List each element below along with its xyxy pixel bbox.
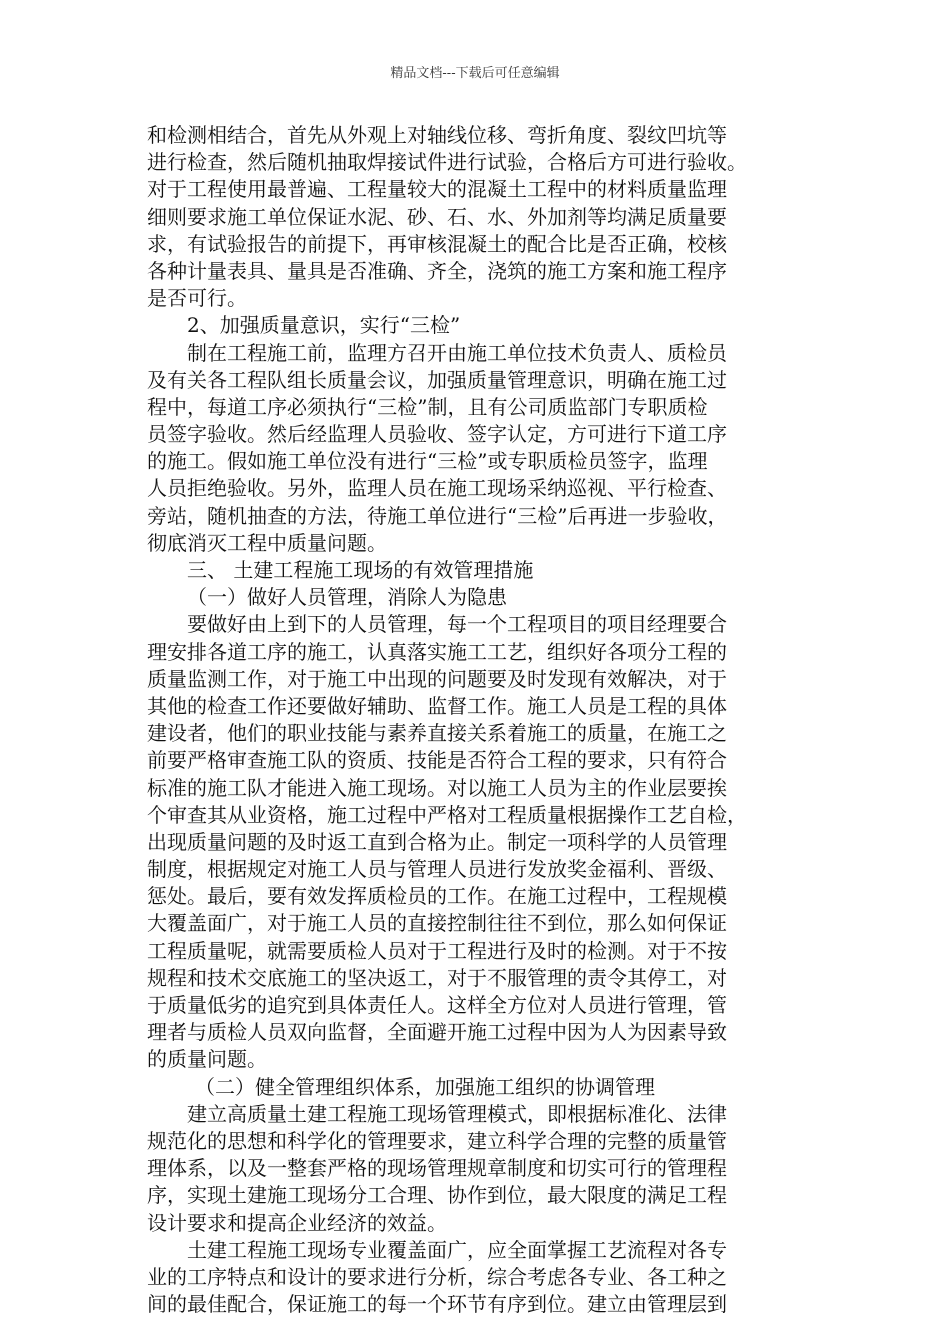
text-line: 间的最佳配合，保证施工的每一个环节有序到位。建立由管理层到 — [147, 1292, 727, 1317]
text-line: 前要严格审查施工队的资质、技能是否符合工程的要求，只有符合 — [147, 748, 727, 773]
text-line: 标准的施工队才能进入施工现场。对以施工人员为主的作业层要挨 — [147, 775, 727, 800]
text-line: （二）健全管理组织体系，加强施工组织的协调管理 — [195, 1074, 655, 1099]
text-line: 序，实现土建施工现场分工合理、协作到位，最大限度的满足工程 — [147, 1183, 727, 1208]
text-line: 建设者，他们的职业技能与素养直接关系着施工的质量，在施工之 — [147, 721, 727, 746]
text-line: 规程和技术交底施工的坚决返工，对于不服管理的责令其停工，对 — [147, 965, 727, 990]
text-line: 理安排各道工序的施工，认真落实施工工艺，组织好各项分工程的 — [147, 639, 727, 664]
text-line: 2、加强质量意识，实行“三检” — [187, 313, 461, 338]
text-line: 程中，每道工序必须执行“三检”制，且有公司质监部门专职质检 — [147, 394, 708, 419]
text-line: 其他的检查工作还要做好辅助、监督工作。施工人员是工程的具体 — [147, 693, 727, 718]
text-line: 个审查其从业资格，施工过程中严格对工程质量根据操作工艺自检， — [147, 802, 747, 827]
text-line: 是否可行。 — [147, 286, 247, 311]
text-line: 于质量低劣的追究到具体责任人。这样全方位对人员进行管理，管 — [147, 993, 727, 1017]
text-line: 业的工序特点和设计的要求进行分析，综合考虑各专业、各工种之 — [147, 1264, 727, 1289]
text-line: 规范化的思想和科学化的管理要求，建立科学合理的完整的质量管 — [147, 1128, 727, 1153]
text-line: 制度，根据规定对施工人员与管理人员进行发放奖金福利、晋级、 — [147, 857, 727, 882]
text-line: 人员拒绝验收。另外，监理人员在施工现场采纳巡视、平行检查、 — [147, 476, 727, 501]
text-line: 出现质量问题的及时返工直到合格为止。制定一项科学的人员管理 — [147, 829, 727, 854]
text-line: 设计要求和提高企业经济的效益。 — [147, 1210, 447, 1235]
text-line: 细则要求施工单位保证水泥、砂、石、水、外加剂等均满足质量要 — [147, 204, 727, 229]
document-body — [147, 122, 803, 1318]
text-line: 要做好由上到下的人员管理，每一个工程项目的项目经理要合 — [187, 612, 727, 637]
text-line: 三、 土建工程施工现场的有效管理措施 — [187, 558, 534, 582]
text-line: 理体系，以及一整套严格的现场管理规章制度和切实可行的管理程 — [147, 1156, 727, 1181]
text-line: 质量监测工作，对于施工中出现的问题要及时发现有效解决，对于 — [147, 666, 727, 691]
text-line: 对于工程使用最普遍、工程量较大的混凝土工程中的材料质量监理 — [147, 177, 727, 202]
text-line: 及有关各工程队组长质量会议，加强质量管理意识，明确在施工过 — [147, 367, 727, 392]
text-line: 惩处。最后，要有效发挥质检员的工作。在施工过程中，工程规模 — [147, 884, 727, 909]
text-line: 各种计量表具、量具是否准确、齐全，浇筑的施工方案和施工程序 — [147, 258, 727, 283]
text-line: 的施工。假如施工单位没有进行“三检”或专职质检员签字，监理 — [147, 449, 708, 474]
text-line: （一）做好人员管理，消除人为隐患 — [187, 585, 507, 610]
text-line: 理者与质检人员双向监督，全面避开施工过程中因为人为因素导致 — [147, 1020, 727, 1045]
text-line: 旁站，随机抽查的方法，待施工单位进行“三检”后再进一步验收， — [147, 503, 728, 528]
text-line: 求，有试验报告的前提下，再审核混凝土的配合比是否正确，校核 — [147, 231, 727, 256]
text-line: 员签字验收。然后经监理人员验收、签字认定，方可进行下道工序 — [147, 422, 727, 447]
text-line: 大覆盖面广，对于施工人员的直接控制往往不到位，那么如何保证 — [147, 911, 727, 936]
text-line: 的质量问题。 — [147, 1047, 267, 1072]
text-line: 进行检查，然后随机抽取焊接试件进行试验，合格后方可进行验收。 — [147, 150, 747, 175]
text-line: 彻底消灭工程中质量问题。 — [147, 530, 387, 555]
text-line: 建立高质量土建工程施工现场管理模式，即根据标准化、法律 — [187, 1101, 727, 1126]
text-line: 工程质量呢，就需要质检人员对于工程进行及时的检测。对于不按 — [147, 938, 727, 963]
text-line: 制在工程施工前，监理方召开由施工单位技术负责人、质检员 — [187, 340, 727, 365]
page-header: 精品文档---下载后可任意编辑 — [390, 66, 560, 81]
text-line: 土建工程施工现场专业覆盖面广，应全面掌握工艺流程对各专 — [187, 1237, 727, 1262]
text-line: 和检测相结合，首先从外观上对轴线位移、弯折角度、裂纹凹坑等 — [147, 123, 727, 147]
